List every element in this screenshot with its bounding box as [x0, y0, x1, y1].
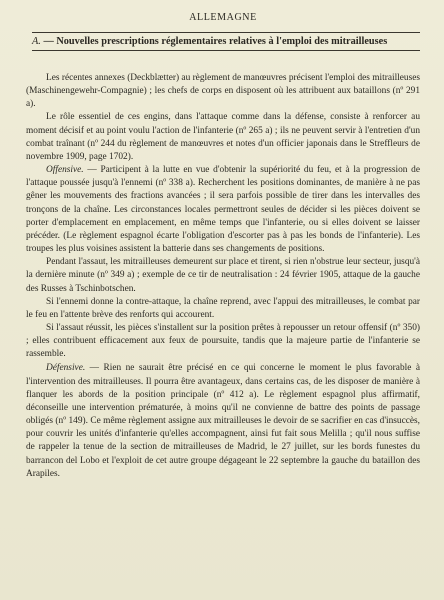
- paragraph-role: Le rôle essentiel de ces engins, dans l'attaque comme dans la défense, consiste à renforcer au moment décisif et au point voulu l'action de l'infanterie (nº 265 a) ; ils ne peuvent servir à l'entretien d'un combat traînant (nº 244 du règlement de manœuvres et notes d'un officier japonais dans le Streffleurs de novembre 1909, page 1702).: [26, 112, 420, 162]
- section-letter: A.: [32, 36, 41, 47]
- section-spacer: [26, 51, 420, 72]
- section-title-text: — Nouvelles prescriptions réglementaires relatives à l'emploi des mitrailleuses: [43, 36, 388, 47]
- section-title: [32, 36, 420, 47]
- paragraph-offensive: Offensive. — Participent à la lutte en vue d'obtenir la supériorité du feu, et à la progression de l'attaque poussée jusqu'à l'ennemi (nº 338 a). Recherchent les positions dominantes, de manière à ne pas gêner les mouvements des fractions avancées ; il sera parfois possible de tirer dans les intervalles des tronçons de la chaîne. Les circonstances locales permettront seules de décider si les pièces doivent se porter d'emplacement en emplacement, en même temps que l'infanterie, ou si elles doivent se laisser précéder. (Le règlement espagnol écarte l'obligation d'escorter pas à pas les bonds de l'infanterie). Les troupes les plus voisines assistent la batterie dans ses changements de positions.: [26, 165, 420, 255]
- offensive-heading: Offensive.: [46, 165, 84, 176]
- section-rule-top: [32, 32, 420, 33]
- running-head: ALLEMAGNE: [189, 12, 257, 23]
- paragraph-assault: Pendant l'assaut, les mitrailleuses demeurent sur place et tirent, si rien n'obstrue leur secteur, jusqu'à la dernière minute (nº 349 a) ; exemple de ce tir de neutralisation : 24 février 1905, attaque de la gauche des Russes à Tschinbotschen.: [26, 257, 420, 294]
- paragraph-counterattack: Si l'ennemi donne la contre-attaque, la chaîne reprend, avec l'appui des mitrailleuses, le combat par le feu en l'attente brève des renforts qui accourent.: [26, 296, 420, 320]
- defensive-heading: Défensive.: [46, 363, 86, 374]
- paragraph-defensive: Défensive. — Rien ne saurait être précisé en ce qui concerne le moment le plus favorable à l'intervention des mitrailleuses. Il pourra être avantageux, dans certains cas, de les disposer de manière à flanquer les abords de la position principale (nº 412 a). Le règlement espagnol plus affirmatif, déconseille une intervention prématurée, à moins qu'il ne convienne de battre des points de passage obligés (nº 149). Ce même règlement assigne aux mitrailleuses le devoir de se sacrifier en cas d'insuccès, pour couvrir les unités d'infanterie qu'elles accompagnent, ainsi fut fait sous Melilla ; qu'il nous suffise de rappeler la tenue de la section de mitrailleuses de Madrid, le 27 juillet, sur les bords funestes du barrancon del Lobo et l'exploit de cet autre groupe dégageant le 22 septembre la gauche du bataillon des Arapiles.: [26, 363, 420, 479]
- paragraph-assault-success: Si l'assaut réussit, les pièces s'installent sur la position prêtes à repousser un retour offensif (nº 350) ; elles contribuent efficacement aux feux de poursuite, tandis que la majeure partie de l'infanterie se rassemble.: [26, 322, 420, 360]
- paragraph-intro: Les récentes annexes (Deckblætter) au règlement de manœuvres précisent l'emploi des mitrailleuses (Maschinengewehr-Compagnie) ; les chefs de corps en disposent où les attribuent aux bataillons (nº 291 a).: [26, 73, 420, 110]
